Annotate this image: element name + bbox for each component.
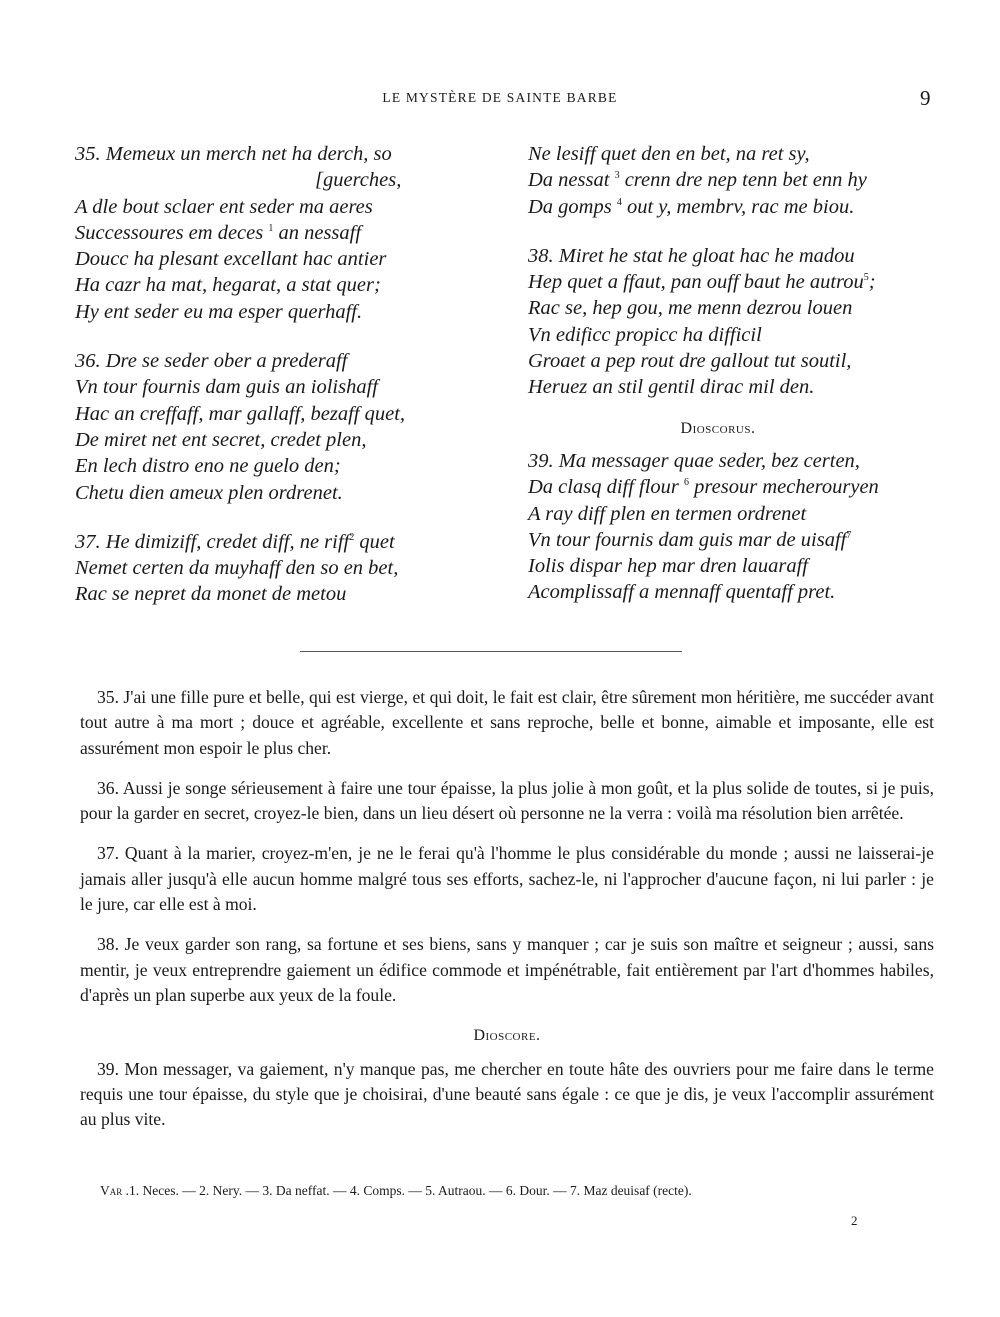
verse-line: 35. Memeux un merch net ha derch, so [75,143,392,165]
translation-paragraph: 38. Je veux garder son rang, sa fortune et ses biens, sans y manquer ; car je suis son maître et seigneur ; aussi, sans mentir, je veux entreprendre gaiement un édifice commode et impénétrable, fait entièrement par l'art d'hommes habiles, d'après un plan superbe aux yeux de la foule. [80,934,934,1005]
stanza-36 [75,348,505,506]
verse-line: Vn edificc propicc ha difficil [528,323,762,346]
variants-label: Var [100,1183,123,1198]
page-number: 9 [920,86,931,110]
translation-paragraph: 39. Mon messager, va gaiement, n'y manque pas, me chercher en toute hâte des ouvriers pour me faire dans le terme requis une tour épaisse, du style que je choisirai, d'une beauté sans égale : ce que je dis, je veux l'accomplir assurément au plus vite. [80,1058,934,1130]
verse-line: Da clasq diff flour $^6$ presour mecherouryen [528,476,879,499]
verse-line: Da nessat $^3$ crenn dre nep tenn bet enn hy [528,169,867,192]
verse-line: Nemet certen da muyhaff den so en bet, [75,557,399,580]
verse-line: Iolis dispar hep mar dren lauaraff [528,555,808,578]
stanza-37 [75,529,505,608]
verse-line: Vn tour fournis dam guis mar de uisaff$^7$ [528,528,852,551]
variant-note-marker: 2 [349,532,355,544]
verse-line: Rac se nepret da monet de metou [75,583,347,606]
variant-note-marker: 5 [863,272,869,284]
speaker-heading: Dioscorus. [680,419,756,437]
breton-column-left [75,141,505,631]
verse-line: Doucc ha plesant excellant hac antier [75,248,387,271]
verse-line: Groaet a pep rout dre gallout tut soutil, [528,350,852,373]
verse-line: Successoures em deces $^1$ an nessaff [75,221,362,244]
translation [80,685,934,1147]
running-head: LE MYSTÈRE DE SAINTE BARBE [382,90,618,105]
separator-rule [300,651,682,652]
variants-text: .1. Neces. — 2. Nery. — 3. Da neffat. — 4. Comps. — 5. Autraou. — 6. Dour. — 7. Maz deuisaf (recte). [125,1183,692,1198]
signature-mark: 2 [851,1213,858,1228]
verse-line: 36. Dre se seder ober a prederaff [75,350,348,373]
verse-line: Heruez an stil gentil dirac mil den. [528,376,815,399]
verse-line: En lech distro eno ne guelo den; [75,455,341,478]
verse-line: 38. Miret he stat he gloat hac he madou [528,244,855,267]
translation-speaker-heading: Dioscore. [473,1027,541,1045]
variant-note-marker: 6 [684,477,690,489]
translation-paragraph: 36. Aussi je songe sérieusement à faire une tour épaisse, la plus jolie à mon goût, et la plus solide de toutes, si je puis, pour la garder en secret, croyez-le bien, dans un lieu désert où personne ne la verra : voilà ma résolution bien arrêtée. [80,777,934,824]
verse-line: A ray diff plen en termen ordrenet [528,502,807,525]
verse-line: Acomplissaff a mennaff quentaff pret. [528,581,836,604]
verse-line: A dle bout sclaer ent seder ma aeres [75,195,373,218]
translation-paragraph: 35. J'ai une fille pure et belle, qui est vierge, et qui doit, le fait est clair, être sûrement mon héritière, me succéder avant tout autre à ma mort ; douce et agréable, excellente et sans reproche, belle et bonne, aimable et imposante, elle est assurément mon espoir le plus cher. [80,687,934,758]
verse-line: Hep quet a ffaut, pan ouff baut he autrou$^5$; [528,271,876,294]
verse-line: 39. Ma messager quae seder, bez certen, [528,449,860,472]
variant-note-marker: 7 [846,530,852,542]
verse-line: Ha cazr ha mat, hegarat, a stat quer; [75,274,381,297]
verse-line: Hac an creffaff, mar gallaff, bezaff quet, [75,402,406,425]
verse-line: Rac se, hep gou, me menn dezrou louen [528,297,853,320]
variant-note-marker: 4 [616,196,622,208]
verse-line: Ne lesiff quet den en bet, na ret sy, [528,143,810,165]
stanza-35 [75,141,505,325]
variant-readings [100,1183,900,1199]
verse-line-continuation: [guerches, [315,169,402,192]
verse-line: De miret net ent secret, credet plen, [75,428,367,451]
verse-line: Da gomps $^4$ out y, membrv, rac me biou. [528,195,855,218]
breton-column-right [528,141,968,629]
variant-note-marker: 3 [614,170,620,182]
verse-line: 37. He dimiziff, credet diff, ne riff$^2$ quet [75,530,395,553]
variant-note-marker: 1 [268,223,274,235]
verse-line: Chetu dien ameux plen ordrenet. [75,481,343,504]
verse-line: Vn tour fournis dam guis an iolishaff [75,376,378,399]
verse-line: Hy ent seder eu ma esper querhaff. [75,300,363,323]
translation-paragraph: 37. Quant à la marier, croyez-m'en, je ne le ferai qu'à l'homme le plus considérable du monde ; aussi ne laisserai-je jamais aller jusqu'à elle aucun homme malgré tous ses efforts, sachez-le, ni l'approcher d'aucune façon, ni lui parler : je le jure, car elle est à moi. [80,843,934,915]
stanza-39 [528,448,968,606]
stanza-37-cont [528,141,968,220]
stanza-38 [528,243,968,401]
